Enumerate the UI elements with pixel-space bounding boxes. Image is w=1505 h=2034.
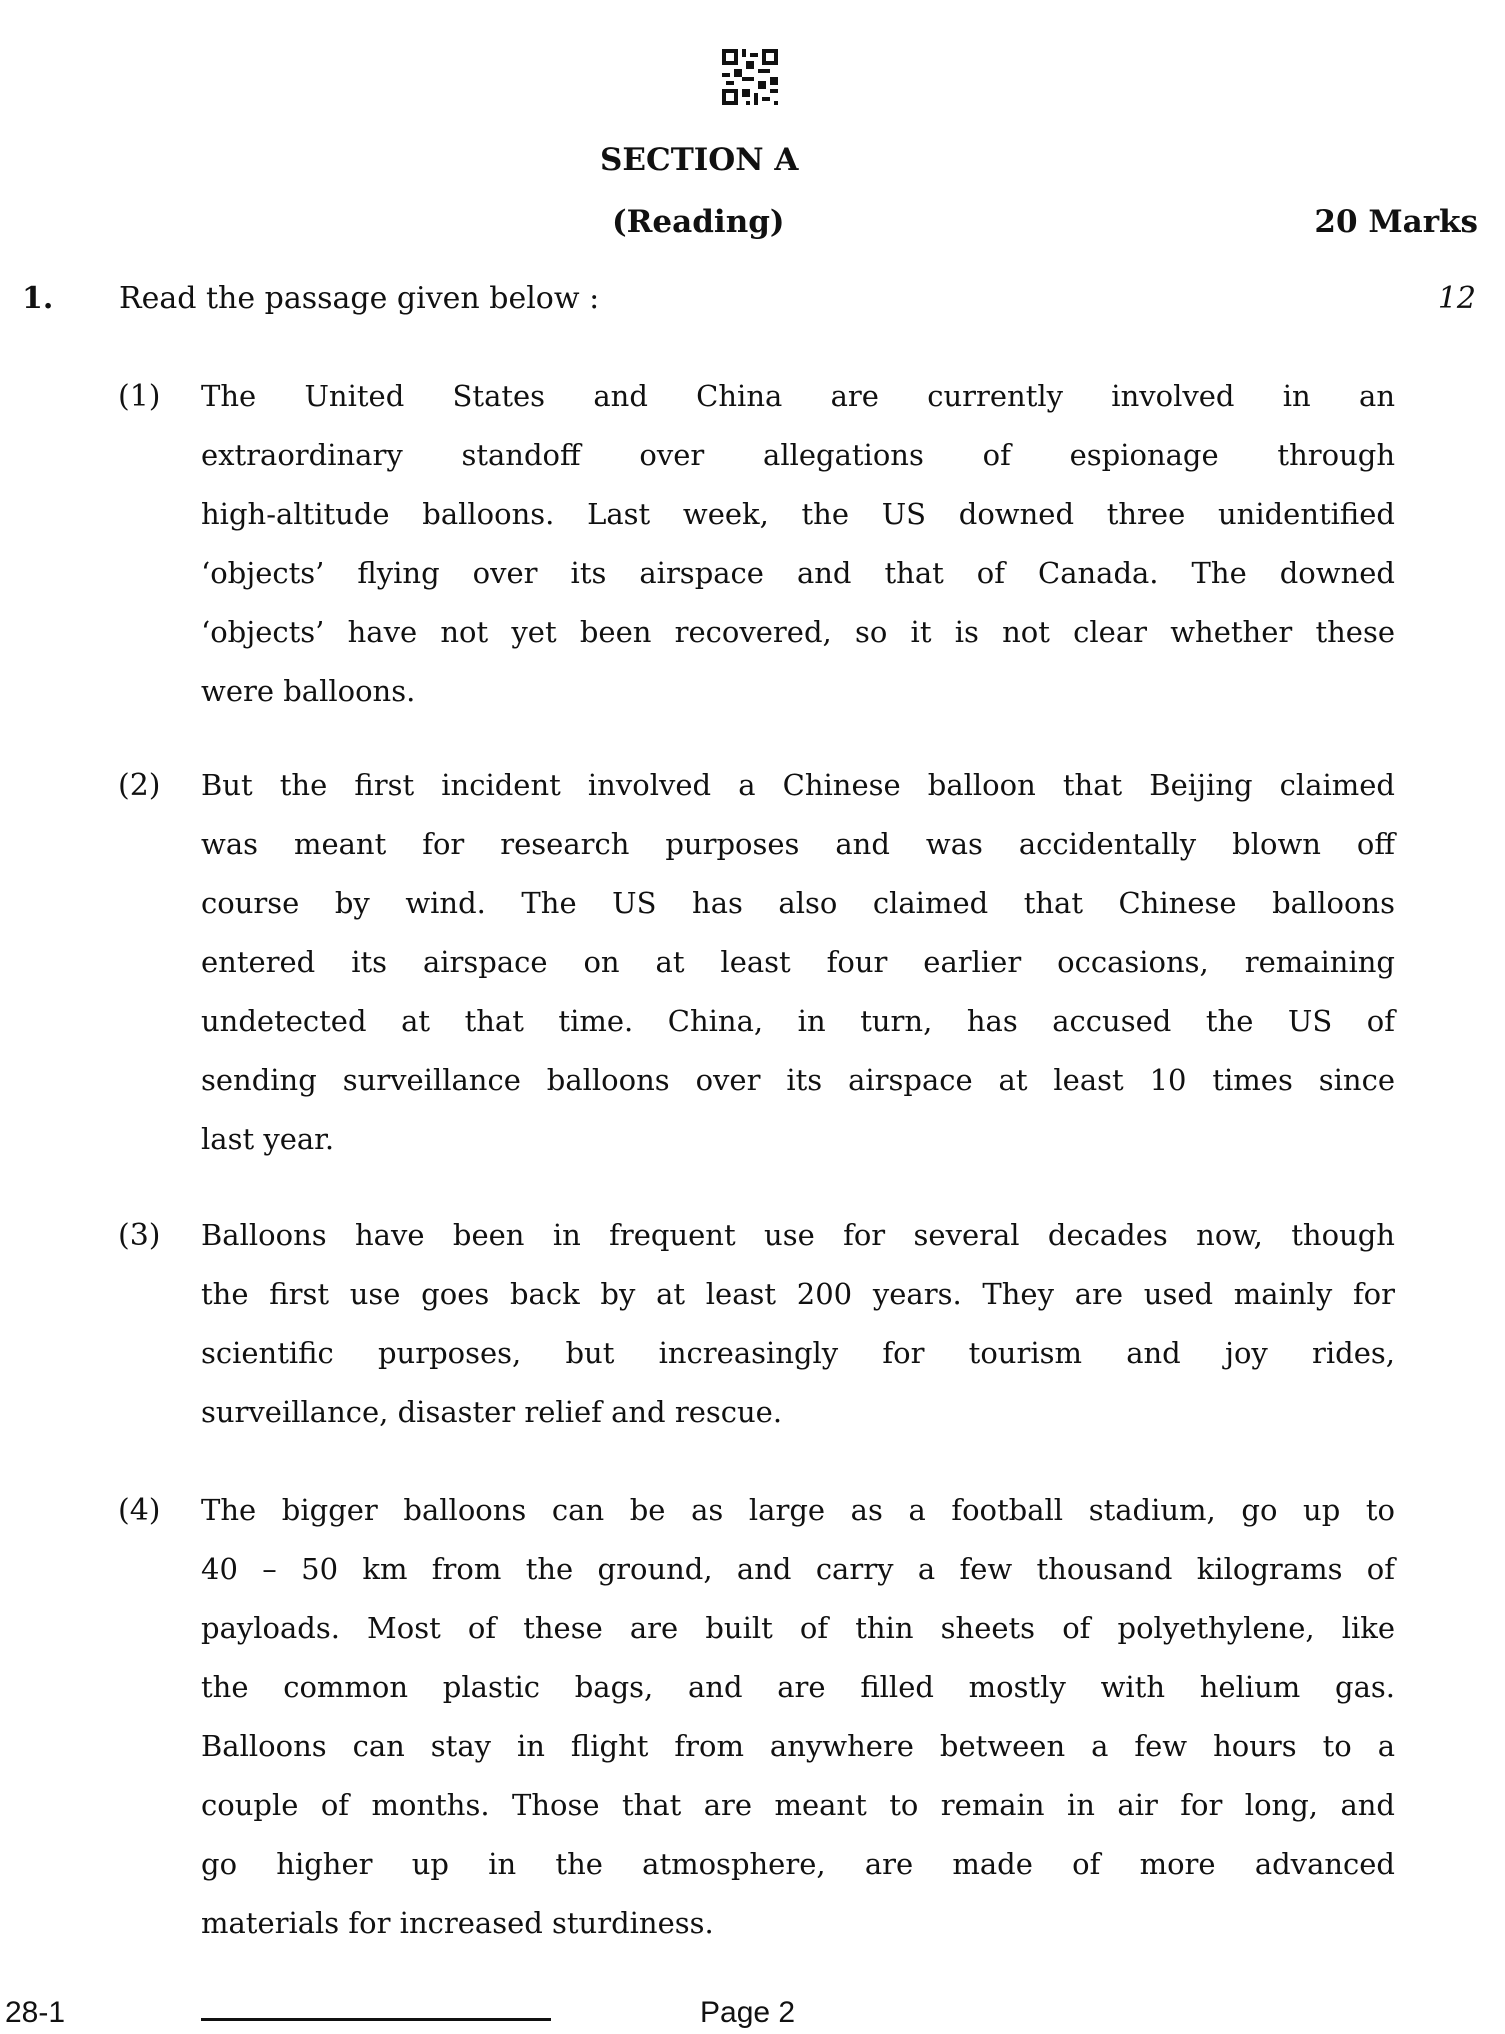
paragraph-number: (1) bbox=[118, 379, 161, 414]
footer-code: 28-1 bbox=[5, 1996, 66, 2029]
paragraph-line: the common plastic bags, and are filled mostly with helium gas. bbox=[201, 1670, 1395, 1704]
paragraph-line: was meant for research purposes and was accidentally blown off bbox=[201, 827, 1395, 861]
paragraph-number: (2) bbox=[118, 768, 161, 803]
paragraph-line: last year. bbox=[201, 1122, 335, 1156]
paragraph-line: ‘objects’ flying over its airspace and that of Canada. The downed bbox=[201, 556, 1395, 590]
paragraph-number: (4) bbox=[118, 1493, 161, 1528]
paragraph-line: were balloons. bbox=[201, 674, 416, 708]
paragraph-line: go higher up in the atmosphere, are made of more advanced bbox=[201, 1847, 1395, 1881]
paragraph-line: entered its airspace on at least four earlier occasions, remaining bbox=[201, 945, 1395, 979]
paragraph-line: undetected at that time. China, in turn, has accused the US of bbox=[201, 1004, 1395, 1038]
section-title: SECTION A bbox=[600, 142, 799, 178]
paragraph-line: surveillance, disaster relief and rescue. bbox=[201, 1395, 783, 1429]
paragraph-line: ‘objects’ have not yet been recovered, so it is not clear whether these bbox=[201, 615, 1395, 649]
paragraph-line: couple of months. Those that are meant to remain in air for long, and bbox=[201, 1788, 1395, 1822]
paragraph-line: payloads. Most of these are built of thin sheets of polyethylene, like bbox=[201, 1611, 1395, 1645]
paragraph-line: The United States and China are currently involved in an bbox=[201, 379, 1395, 413]
paragraph-line: scientific purposes, but increasingly for tourism and joy rides, bbox=[201, 1336, 1395, 1370]
paragraph-line: But the first incident involved a Chinese balloon that Beijing claimed bbox=[201, 768, 1395, 802]
footer-page: Page 2 bbox=[700, 1996, 796, 2029]
paragraph-line: high-altitude balloons. Last week, the US downed three unidentified bbox=[201, 497, 1395, 531]
paragraph-line: 40 – 50 km from the ground, and carry a few thousand kilograms of bbox=[201, 1552, 1395, 1586]
paragraph-line: course by wind. The US has also claimed that Chinese balloons bbox=[201, 886, 1395, 920]
paragraph-number: (3) bbox=[118, 1218, 161, 1253]
question-prompt: Read the passage given below : bbox=[119, 281, 600, 316]
paragraph-line: sending surveillance balloons over its airspace at least 10 times since bbox=[201, 1063, 1395, 1097]
question-number: 1. bbox=[22, 281, 54, 316]
footer-rule bbox=[201, 2018, 551, 2021]
section-subtitle: (Reading) bbox=[612, 204, 785, 240]
section-marks: 20 Marks bbox=[1314, 204, 1478, 240]
question-marks: 12 bbox=[1437, 281, 1476, 316]
paragraph-line: materials for increased sturdiness. bbox=[201, 1906, 714, 1940]
paragraph-line: the first use goes back by at least 200 years. They are used mainly for bbox=[201, 1277, 1395, 1311]
paragraph-line: The bigger balloons can be as large as a football stadium, go up to bbox=[201, 1493, 1395, 1527]
paragraph-line: extraordinary standoff over allegations of espionage through bbox=[201, 438, 1395, 472]
paragraph-line: Balloons can stay in flight from anywhere between a few hours to a bbox=[201, 1729, 1395, 1763]
qr-code-icon bbox=[722, 49, 778, 105]
paragraph-line: Balloons have been in frequent use for several decades now, though bbox=[201, 1218, 1395, 1252]
